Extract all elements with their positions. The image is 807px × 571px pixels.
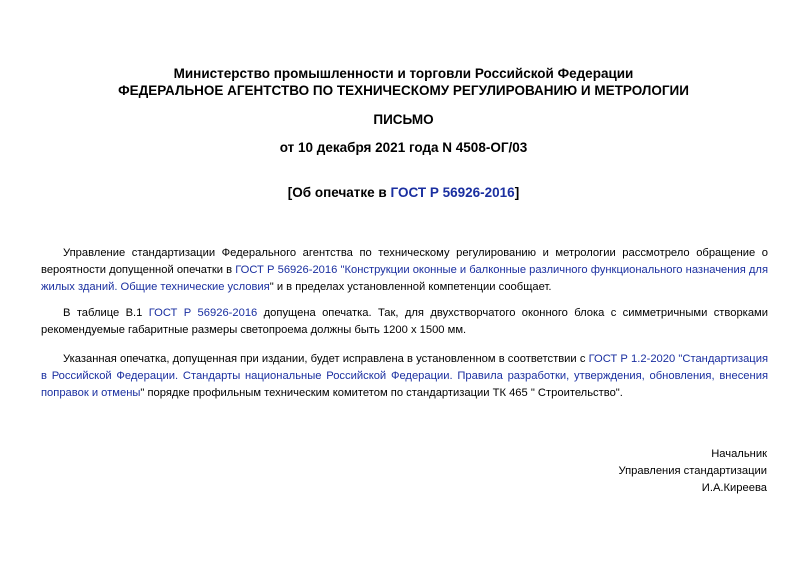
document-subject [0,184,807,202]
gost-1-2-link[interactable]: ГОСТ Р 1.2-2020 [588,353,676,365]
signature-title: Начальник [711,448,767,460]
gost-1-2-title-link[interactable]: "Стандартизация в Российской Федерации. Стандарты национальные Российской Федерации. Правила разработки, утверждения, обновления, внесения поправок и отмены [41,353,769,399]
paragraph-1-text-c: " и в пределах установленной компетенции сообщает. [269,281,552,293]
paragraph-2-text-b: допущена опечатка. Так, для двухстворчатого оконного блока с симметричными створками рекомендуемые габаритные размеры светопроема должны быть 1200 x 1500 мм. [41,307,768,336]
subject-gost-link[interactable]: ГОСТ Р 56926-2016 [390,185,515,200]
ministry-title: Министерство промышленности и торговли Российской Федерации [173,66,634,81]
document-type: ПИСЬМО [373,112,434,127]
document-date-number: от 10 декабря 2021 года N 4508-ОГ/03 [279,140,528,155]
agency-title: ФЕДЕРАЛЬНОЕ АГЕНТСТВО ПО ТЕХНИЧЕСКОМУ РЕГУЛИРОВАНИЮ И МЕТРОЛОГИИ [118,83,689,98]
subject-prefix: [Об опечатке в [287,185,391,200]
paragraph-3-text-c: " порядке профильным техническим комитетом по стандартизации ТК 465 " Строительство". [140,387,623,399]
paragraph-3 [41,351,768,402]
signature-name: И.А.Киреева [701,482,767,494]
gost-56926-link[interactable]: ГОСТ Р 56926-2016 [235,264,338,276]
gost-56926-link-2[interactable]: ГОСТ Р 56926-2016 [148,307,258,319]
paragraph-2-text-a: В таблице В.1 [63,307,149,319]
signature-department: Управления стандартизации [618,465,767,477]
paragraph-2 [41,305,768,339]
gost-56926-title-link[interactable]: "Конструкции оконные и балконные различного функционального назначения для жилых зданий. Общие технические условия [41,264,768,293]
paragraph-1-text-a: Управление стандартизации Федерального агентства по техническому регулированию и метрологии рассмотрело обращение о вероятности допущенной опечатки в [41,247,768,276]
paragraph-3-text-a: Указанная опечатка, допущенная при издании, будет исправлена в установленном в соответствии с [63,353,589,365]
paragraph-1 [41,245,768,296]
subject-suffix: ] [514,185,520,200]
signature-block [619,446,768,497]
